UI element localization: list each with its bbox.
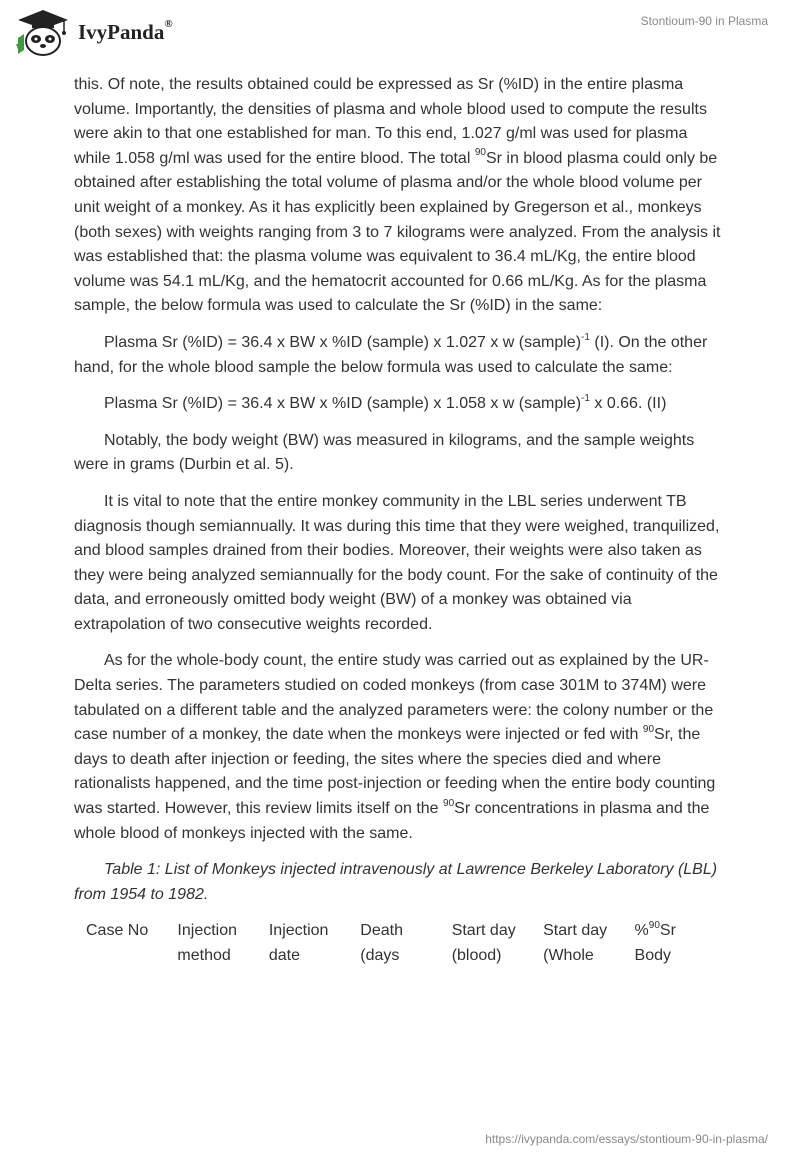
table-caption: Table 1: List of Monkeys injected intravenously at Lawrence Berkeley Laboratory (LBL) from 1954 to 1982.	[74, 861, 718, 903]
page-header	[0, 0, 800, 64]
header-line: Death	[360, 922, 403, 940]
table-header-cell	[452, 919, 543, 968]
table-header-cell	[360, 919, 451, 968]
header-line: (days	[360, 947, 400, 964]
text-run: (I). On the other hand, for the whole blood sample the below formula was used to calculate the same:	[74, 333, 708, 376]
table-header-cell	[269, 919, 360, 968]
paragraph-formula-2	[74, 392, 726, 417]
text-run: Plasma Sr (%ID) = 36.4 x BW x %ID (sample) x 1.058 x w (sample)	[104, 395, 582, 413]
header-line: Body	[634, 947, 671, 964]
superscript: 90	[474, 147, 486, 159]
document-title: Stontioum-90 in Plasma	[640, 14, 768, 28]
superscript: 90	[443, 797, 455, 809]
paragraph-formula-1	[74, 331, 726, 380]
paragraph-5: It is vital to note that the entire monkey community in the LBL series underwent TB diagnosis though semiannually. It was during this time that they were weighed, tranquilized, and blood samples drained from their bodies. Moreover, their weights were also taken as they were being analyzed semiannually for the body count. For the sake of continuity of the data, and erroneously omitted body weight (BW) of a monkey was obtained via extrapolation of two consecutive weights recorded.	[74, 492, 720, 633]
text-run: Sr	[659, 922, 676, 940]
header-line: Start day	[543, 922, 608, 940]
text-run: As for the whole-body count, the entire study was carried out as explained by the UR-Delta series. The parameters studied on coded monkeys (from case 301M to 374M) were tabulated on a different table and the analyzed parameters were: the colony number or the case number of a monkey, the date when the monkeys were injected or fed with	[74, 652, 714, 744]
header-line: Case No	[86, 922, 149, 940]
header-line: method	[177, 947, 231, 964]
table-header-cell	[635, 919, 726, 968]
monkey-table-header	[86, 919, 726, 968]
paragraph-1	[74, 73, 726, 319]
paragraph-6	[74, 649, 726, 846]
paragraph-4: Notably, the body weight (BW) was measured in kilograms, and the sample weights were in grams (Durbin et al. 5).	[74, 431, 695, 474]
table-header-cell	[543, 919, 634, 968]
brand-name[interactable]	[78, 20, 173, 45]
superscript: 90	[642, 723, 655, 735]
text-run: this. Of note, the results obtained could be expressed as Sr (%ID) in the entire plasma volume. Importantly, the densities of plasma and whole blood used to compute the results were akin to that one established for man. To this end, 1.027 g/ml was used for plasma while 1.058 g/ml was used for the entire blood. The total	[74, 76, 707, 167]
header-line: date	[268, 947, 300, 964]
header-line: (Whole	[543, 947, 594, 964]
header-line: (blood)	[451, 947, 502, 964]
text-run: Sr concentrations in plasma and the whole blood of monkeys injected with the same.	[74, 800, 710, 842]
header-line: Injection	[268, 922, 329, 940]
panda-graduate-logo-icon[interactable]	[14, 8, 72, 58]
text-run: Sr, the days to death after injection or feeding, the sites where the species died and where rationalists happened, and the time post-injection or feeding when the entire body counting was started. However, this review limits itself on the	[74, 726, 716, 818]
superscript: 90	[648, 920, 660, 932]
header-line	[635, 919, 726, 944]
table-header-cell	[177, 919, 268, 968]
text-run: x 0.66. (II)	[589, 395, 667, 413]
brand-text: IvyPanda	[78, 20, 165, 44]
header-line: Start day	[451, 922, 516, 940]
table-header-cell	[86, 919, 177, 968]
text-run: %	[634, 922, 649, 940]
header-line: Injection	[177, 922, 238, 940]
text-run: Sr in blood plasma could only be obtained after establishing the total volume of plasma and/or the whole blood volume per unit weight of a monkey. As it has explicitly been explained by Gregerson et al., monkeys (both sexes) with weights ranging from 3 to 7 kilograms were analyzed. From the analysis it was established that: the plasma volume was equivalent to 36.4 mL/Kg, the entire blood volume was 54.1 mL/Kg, and the hematocrit accounted for 0.66 mL/Kg. As for the plasma sample, the below formula was used to calculate the Sr (%ID) in the same:	[74, 149, 721, 315]
essay-body	[74, 73, 726, 969]
superscript: -1	[581, 331, 590, 343]
superscript: -1	[581, 392, 590, 404]
registered-mark: ®	[164, 18, 173, 30]
text-run: Plasma Sr (%ID) = 36.4 x BW x %ID (sample) x 1.027 x w (sample)	[104, 333, 582, 351]
source-url[interactable]: https://ivypanda.com/essays/stontioum-90-in-plasma/	[485, 1132, 768, 1146]
